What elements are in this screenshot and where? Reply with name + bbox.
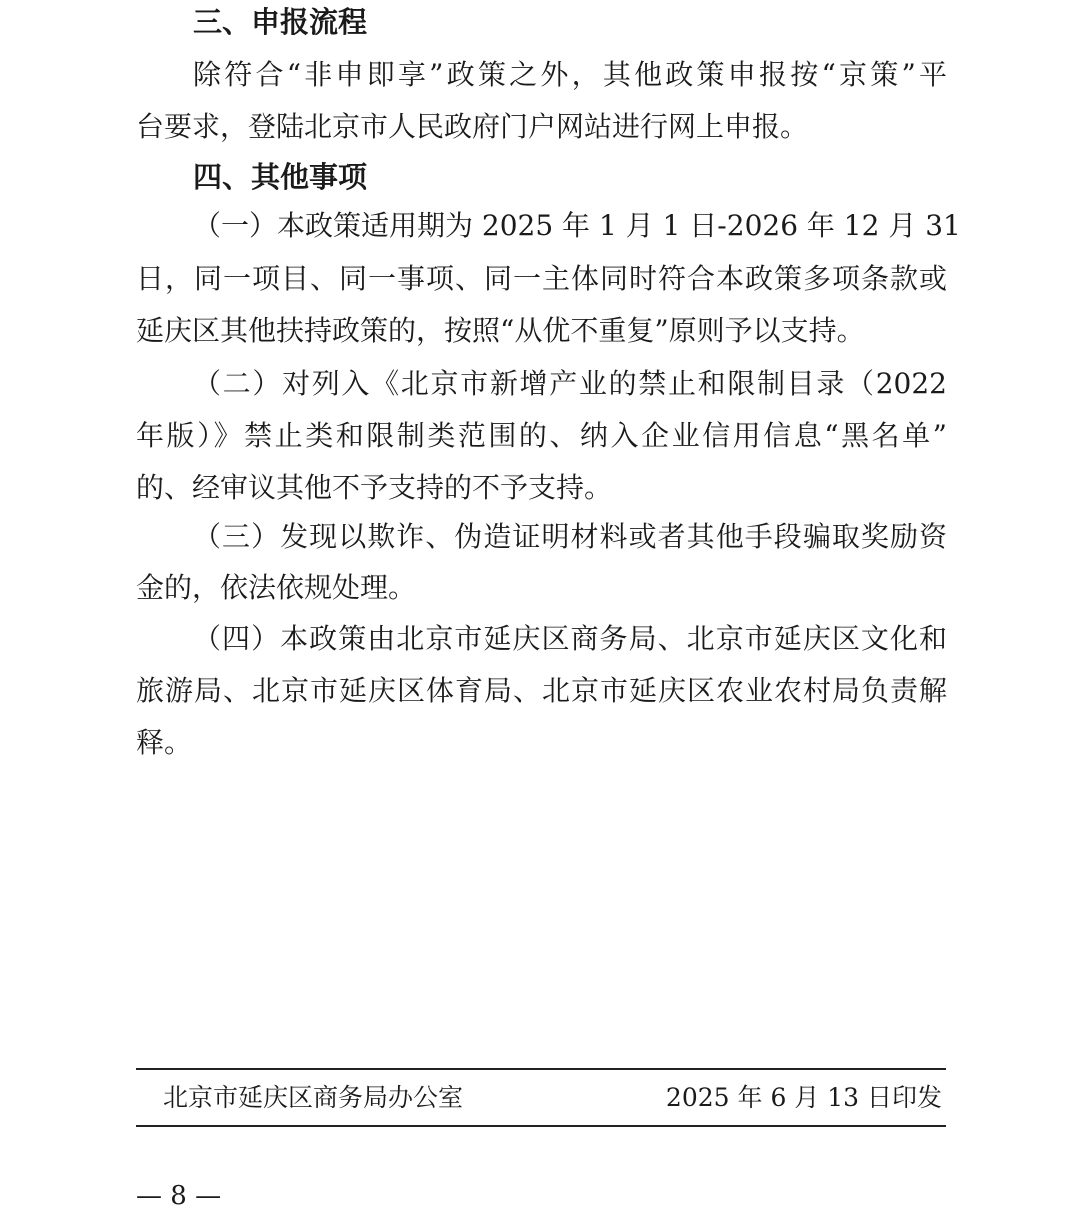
paragraph-line: 台要求，登陆北京市人民政府门户网站进行网上申报。 <box>136 110 809 143</box>
issue-date: 2025 年 6 月 13 日印发 <box>665 1083 942 1112</box>
footer-top-rule <box>136 1068 946 1070</box>
paragraph-line: 释。 <box>136 726 193 759</box>
footer-bottom-rule <box>136 1125 946 1127</box>
issuer-office: 北京市延庆区商务局办公室 <box>163 1083 464 1112</box>
paragraph-line: 日，同一项目、同一事项、同一主体同时符合本政策多项条款或 <box>136 262 947 295</box>
paragraph-line: （四）本政策由北京市延庆区商务局、北京市延庆区文化和 <box>193 622 947 655</box>
paragraph-line: 金的，依法依规处理。 <box>136 571 417 604</box>
paragraph-line: 旅游局、北京市延庆区体育局、北京市延庆区农业农村局负责解 <box>136 674 947 707</box>
paragraph-line: （一）本政策适用期为 2025 年 1 月 1 日-2026 年 12 月 31 <box>193 209 961 242</box>
paragraph-line: 年版）》禁止类和限制类范围的、纳入企业信用信息“黑名单” <box>136 419 947 452</box>
section-4-heading: 四、其他事项 <box>193 160 368 194</box>
paragraph-line: 的、经审议其他不予支持的不予支持。 <box>136 471 613 504</box>
paragraph-line: 延庆区其他扶持政策的，按照“从优不重复”原则予以支持。 <box>136 314 865 347</box>
paragraph-line: （三）发现以欺诈、伪造证明材料或者其他手段骗取奖励资 <box>193 520 947 553</box>
section-3-heading: 三、申报流程 <box>193 5 368 39</box>
paragraph-line: 除符合“非申即享”政策之外，其他政策申报按“京策”平 <box>193 58 947 91</box>
paragraph-line: （二）对列入《北京市新增产业的禁止和限制目录（2022 <box>193 367 947 400</box>
page-number: — 8 — <box>136 1181 222 1211</box>
